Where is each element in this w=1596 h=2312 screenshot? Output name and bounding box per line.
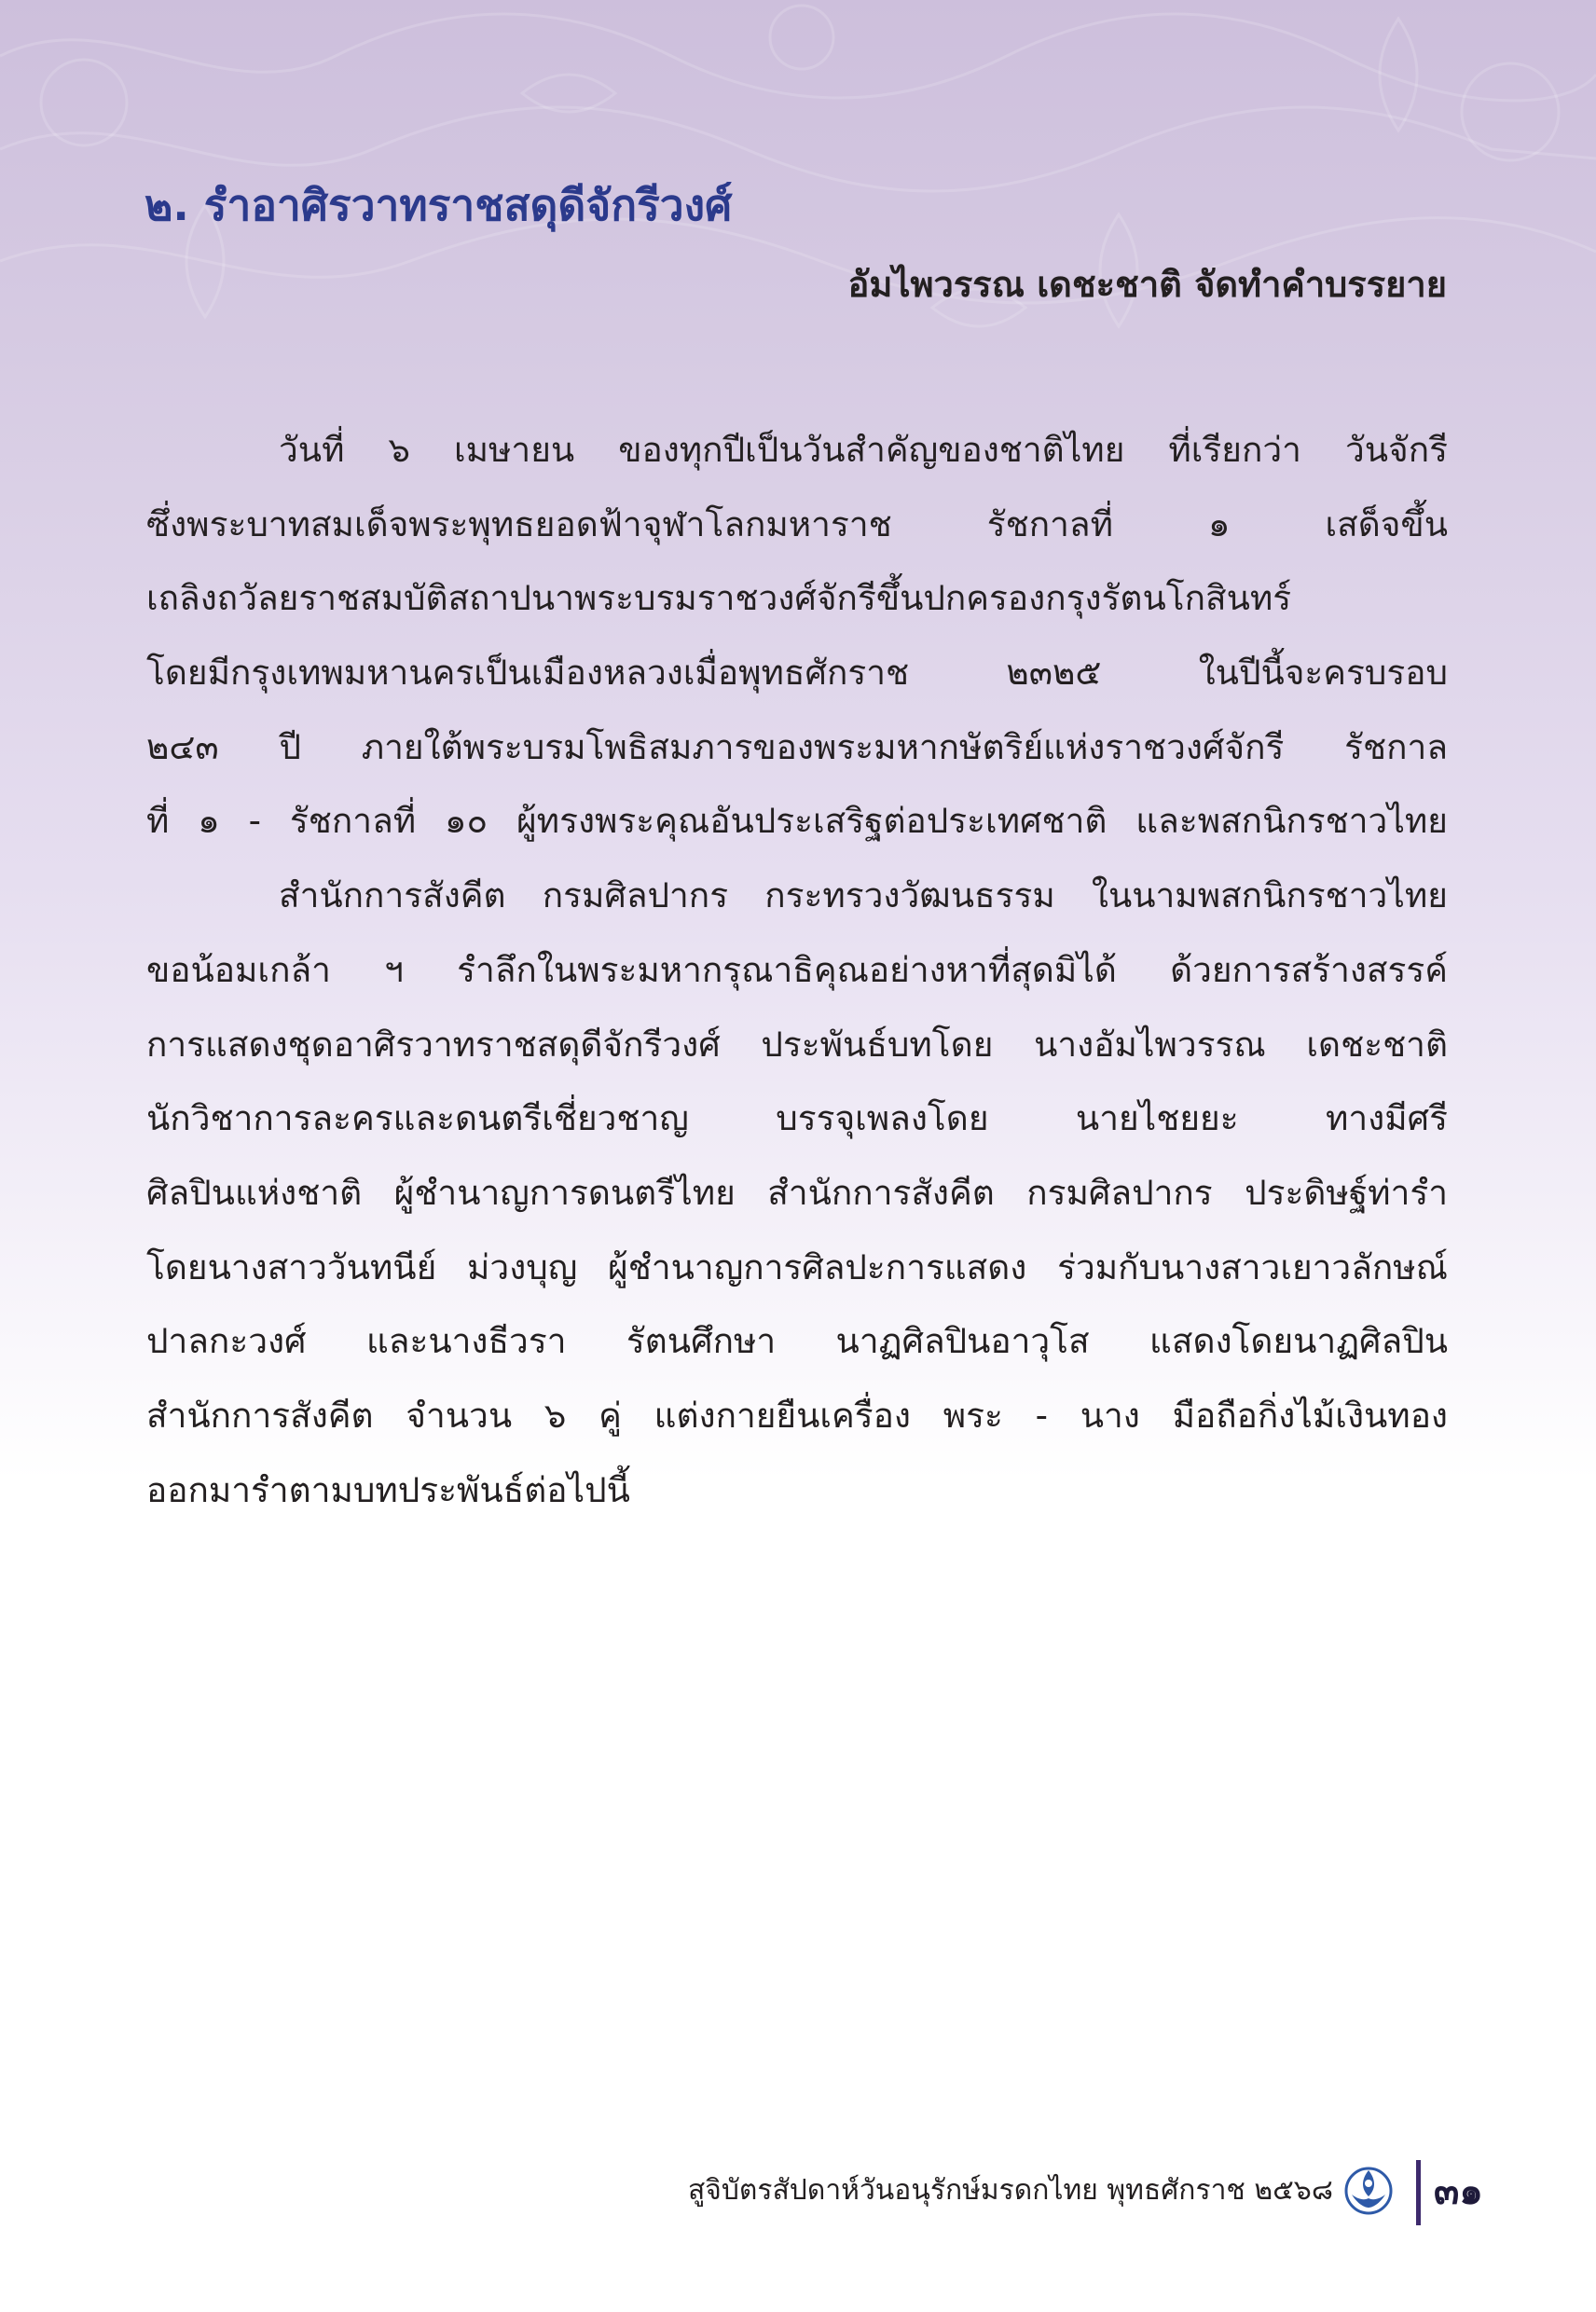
body-line: การแสดงชุดอาศิรวาทราชสดุดีจักรีวงศ์ ประพันธ์บทโดย นางอัมไพวรรณ เดชะชาติ [146, 1024, 1448, 1065]
body-line: ศิลปินแห่งชาติ ผู้ชำนาญการดนตรีไทย สำนักการสังคีต กรมศิลปากร ประดิษฐ์ท่ารำ [146, 1172, 1448, 1213]
body-line: ซึ่งพระบาทสมเด็จพระพุทธยอดฟ้าจุฬาโลกมหาราช รัชกาลที่ ๑ เสด็จขึ้น [146, 503, 1448, 544]
body-line: ปาลกะวงศ์ และนางธีวรา รัตนศึกษา นาฏศิลปินอาวุโส แสดงโดยนาฏศิลปิน [146, 1321, 1448, 1362]
body-line: ๒๔๓ ปี ภายใต้พระบรมโพธิสมภารของพระมหากษัตริย์แห่งราชวงศ์จักรี รัชกาล [146, 726, 1448, 767]
byline: อัมไพวรรณ เดชะชาติ จัดทำคำบรรยาย [847, 264, 1447, 305]
body-line: วันที่ ๖ เมษายน ของทุกปีเป็นวันสำคัญของชาติไทย ที่เรียกว่า วันจักรี [279, 430, 1448, 470]
body-line: โดยมีกรุงเทพมหานครเป็นเมืองหลวงเมื่อพุทธศักราช ๒๓๒๕ ในปีนี้จะครบรอบ [146, 653, 1448, 694]
body-line: ขอน้อมเกล้า ฯ รำลึกในพระมหากรุณาธิคุณอย่างหาที่สุดมิได้ ด้วยการสร้างสรรค์ [146, 949, 1448, 990]
page-number: ๓๑ [1434, 2170, 1483, 2213]
section-title: ๒. รำอาศิรวาทราชสดุดีจักรีวงศ์ [144, 180, 733, 230]
footer-publication-title: สูจิบัตรสัปดาห์วันอนุรักษ์มรดกไทย พุทธศักราช ๒๕๖๘ [687, 2174, 1333, 2207]
body-line: เถลิงถวัลยราชสมบัติสถาปนาพระบรมราชวงศ์จักรีขึ้นปกครองกรุงรัตนโกสินทร์ [146, 578, 1292, 619]
body-line: นักวิชาการละครและดนตรีเชี่ยวชาญ บรรจุเพลงโดย นายไชยยะ ทางมีศรี [146, 1098, 1448, 1139]
body-line: สำนักการสังคีต กรมศิลปากร กระทรวงวัฒนธรรม ในนามพสกนิกรชาวไทย [279, 875, 1448, 916]
body-line: ออกมารำตามบทประพันธ์ต่อไปนี้ [146, 1469, 630, 1510]
body-text [146, 413, 1448, 1527]
body-line: ที่ ๑ - รัชกาลที่ ๑๐ ผู้ทรงพระคุณอันประเสริฐต่อประเทศชาติ และพสกนิกรชาวไทย [146, 801, 1448, 842]
body-line: โดยนางสาววันทนีย์ ม่วงบุญ ผู้ชำนาญการศิลปะการแสดง ร่วมกับนางสาวเยาวลักษณ์ [146, 1246, 1448, 1287]
body-line: สำนักการสังคีต จำนวน ๖ คู่ แต่งกายยืนเครื่อง พระ - นาง มือถือกิ่งไม้เงินทอง [146, 1395, 1448, 1436]
